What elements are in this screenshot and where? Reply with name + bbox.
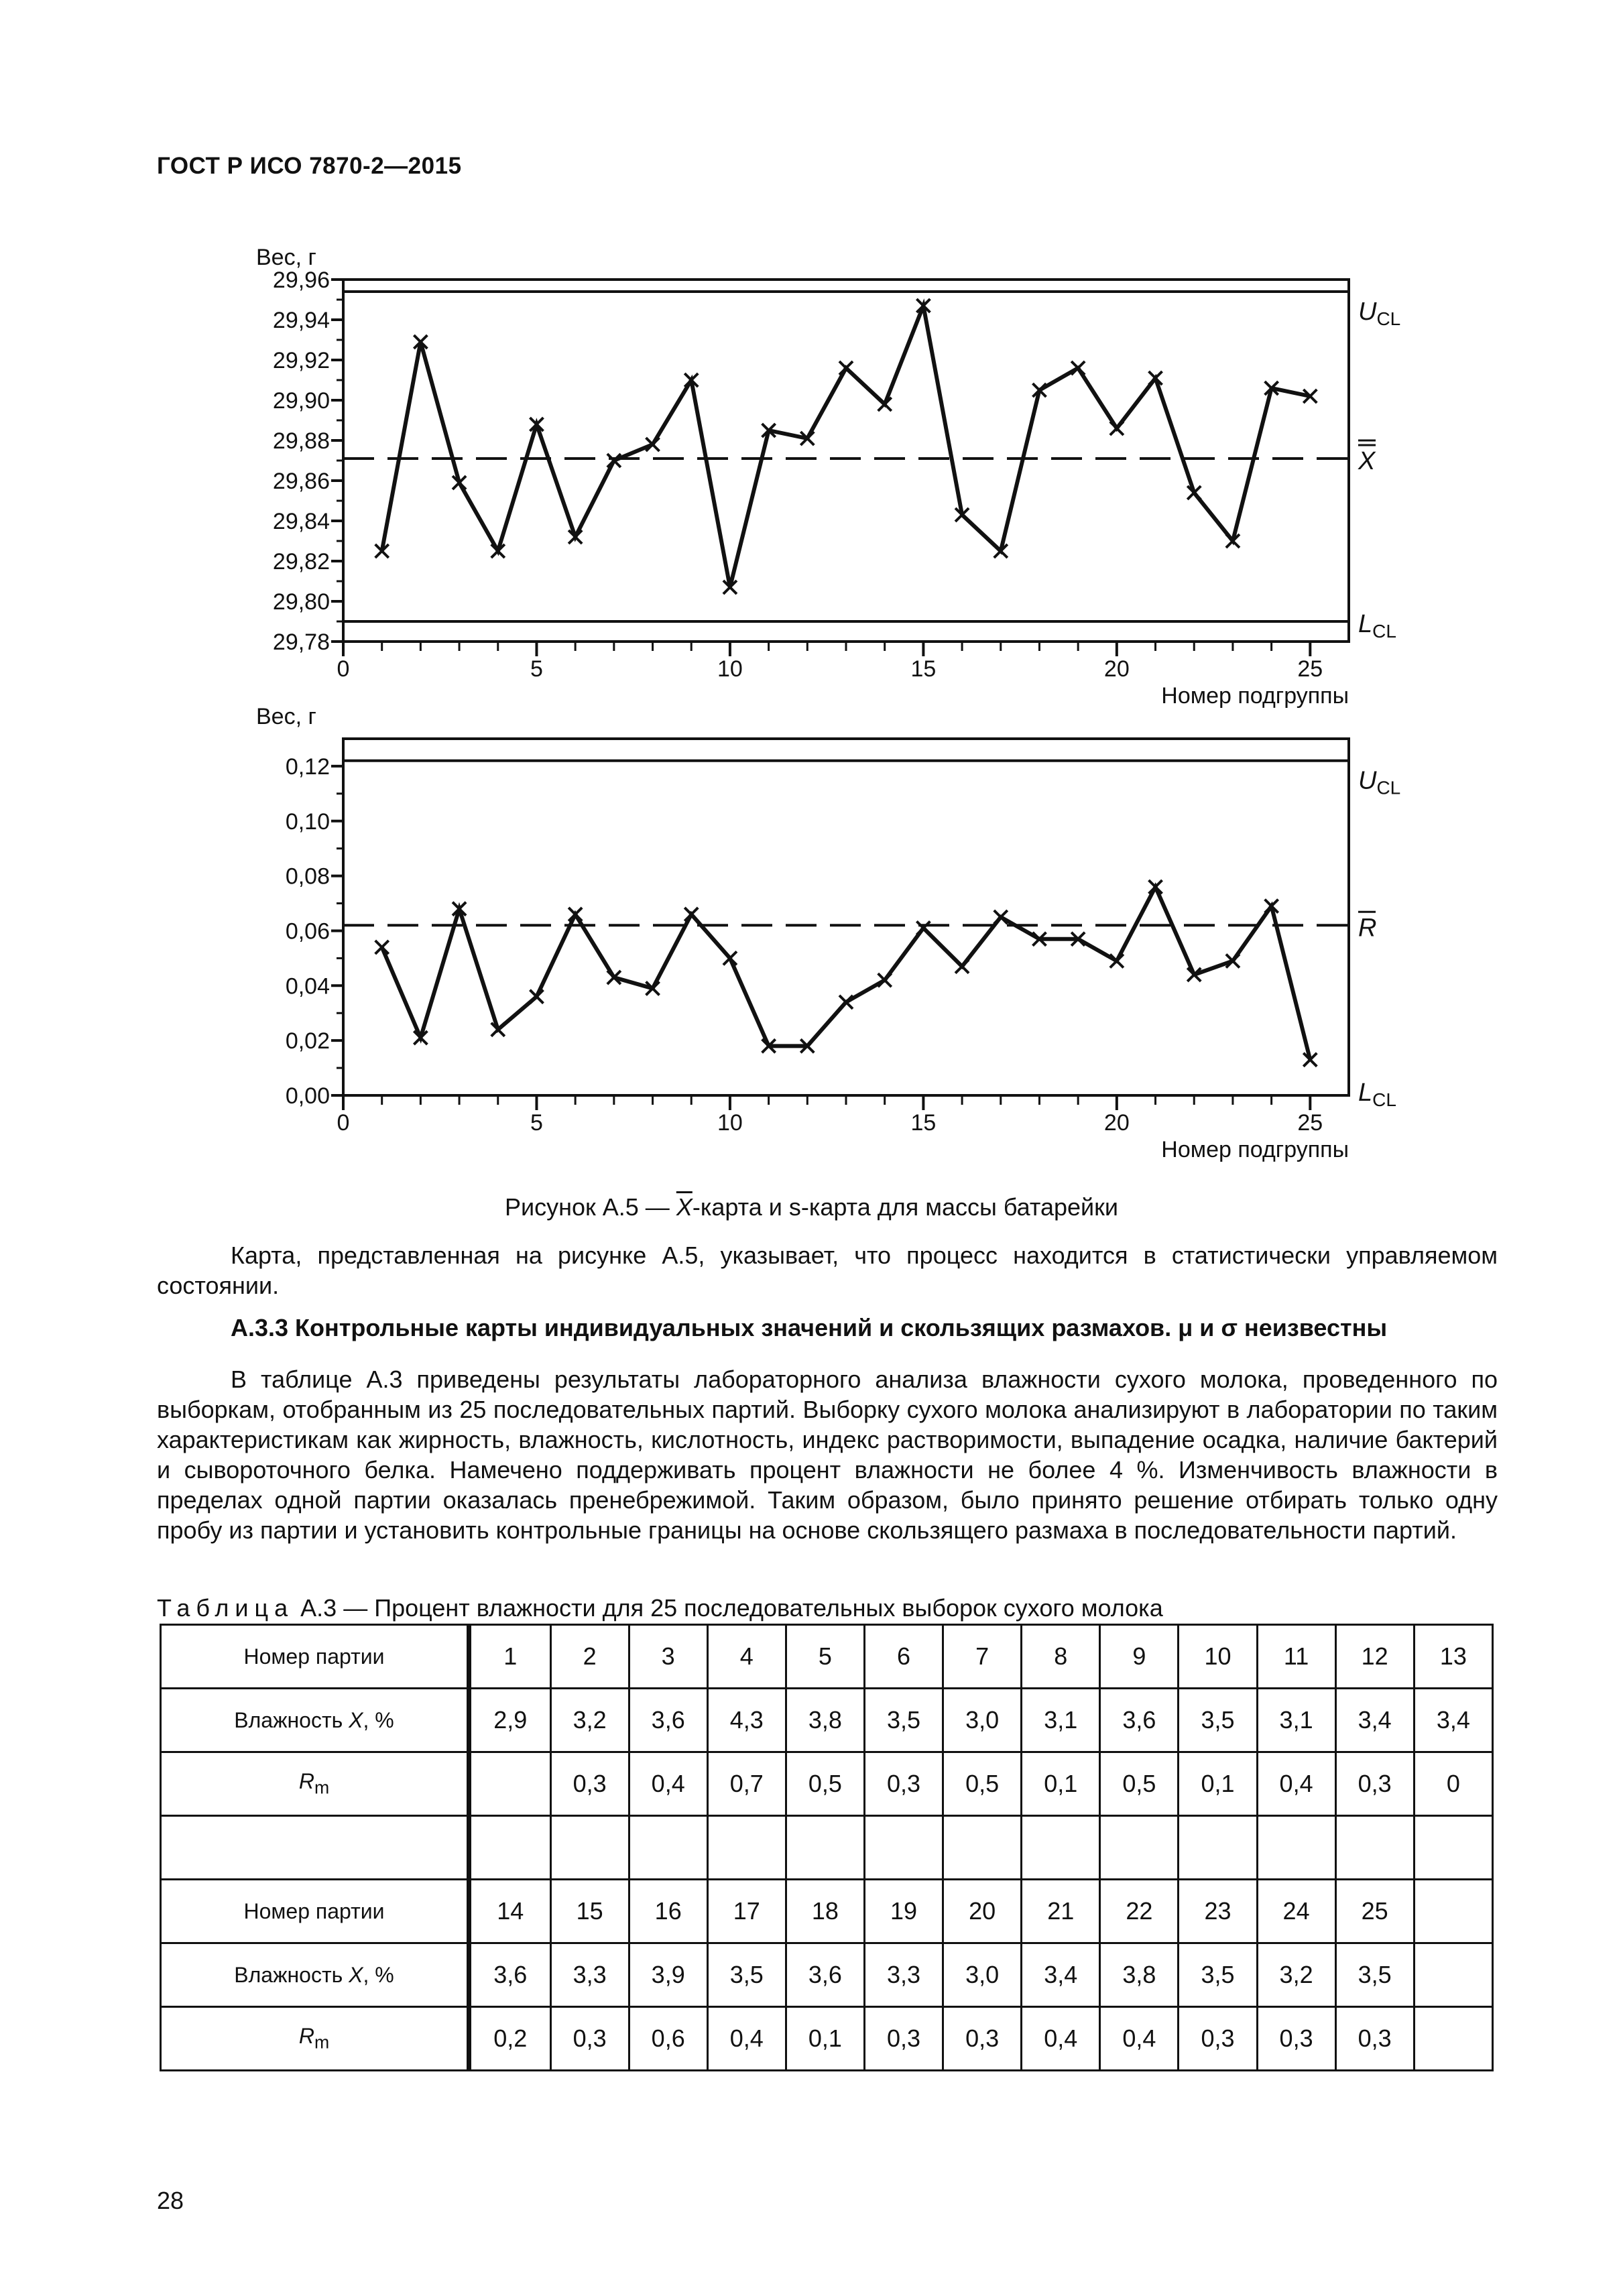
paragraph-description-text: В таблице А.3 приведены результаты лабораторного анализа влажности сухого молока, проведенного по выборкам, отобранным из 25 последовательных партий. Выборку сухого молока анализируют в лаборатории по таким характеристикам как жирность, влажность, кислотность, индекс растворимости, выпадение осадка, наличие бактерий и сывороточного белка. Намечено поддерживать процент влажности не более 4 %. Изменчивость влажности в пределах одной партии оказалась пренебрежимой. Таким образом, было принято решение отбирать только одну пробу из партии и установить контрольные границы на основе скользящего размаха в последовательности партий. — [157, 1366, 1498, 1544]
range-xtick-label: 0 — [337, 1110, 350, 1136]
table-cell: 3,5 — [1335, 1943, 1414, 2007]
table-cell: 0,3 — [550, 1752, 629, 1816]
page-number: 28 — [157, 2187, 184, 2214]
range-ytick-label: 0,08 — [285, 863, 330, 890]
range-ucl-label: $U_{CL}$ — [1358, 766, 1401, 798]
table-cell: 0,4 — [629, 1752, 707, 1816]
table-row-moisture-1 — [161, 1689, 1493, 1752]
row-label-symbol: X — [349, 1962, 363, 1987]
table-cell: 11 — [1257, 1625, 1335, 1689]
xbar-xtick-label: 15 — [910, 656, 937, 682]
table-cell: 3,2 — [550, 1689, 629, 1752]
paragraph-description — [157, 1364, 1498, 1545]
xbar-center-label: X — [1358, 447, 1376, 475]
table-cell: 3,5 — [707, 1943, 786, 2007]
row-label-text: , % — [363, 1707, 394, 1732]
range-data-point — [684, 908, 698, 921]
table-cell — [1414, 1943, 1492, 2007]
table-cell: 3,4 — [1414, 1689, 1492, 1752]
table-row-moisture-2 — [161, 1943, 1493, 2007]
table-cell: 9 — [1100, 1625, 1179, 1689]
range-ytick-label: 0,02 — [285, 1028, 330, 1054]
xbar-xtick-label: 25 — [1297, 656, 1323, 682]
range-series-line — [382, 887, 1311, 1060]
row-label — [161, 1752, 469, 1816]
table-caption — [157, 1594, 1163, 1622]
range-plot-frame — [343, 739, 1349, 1095]
xbar-ytick-label: 29,78 — [272, 629, 330, 655]
table-cell: 0,3 — [943, 2007, 1022, 2071]
table-cell: 3,3 — [864, 1943, 943, 2007]
range-xtick-label: 5 — [530, 1110, 543, 1136]
range-data-point — [955, 960, 969, 973]
row-label-subscript: m — [314, 2032, 330, 2053]
table-cell: 3,8 — [1100, 1943, 1179, 2007]
table-cell — [550, 1816, 629, 1880]
xbar-ylabel: Вес, г — [256, 245, 316, 270]
xbar-ytick-label: 29,80 — [272, 589, 330, 615]
table-cell: 3,6 — [629, 1689, 707, 1752]
table-cell: 4,3 — [707, 1689, 786, 1752]
table-cell: 3,2 — [1257, 1943, 1335, 2007]
table-cell: 0,4 — [1257, 1752, 1335, 1816]
table-cell: 0,2 — [469, 2007, 551, 2071]
xbar-xtick-label: 20 — [1103, 656, 1130, 682]
table-cell: 2,9 — [469, 1689, 551, 1752]
row-label-text: Влажность — [234, 1707, 349, 1732]
table-cell: 3,4 — [1335, 1689, 1414, 1752]
table-cell: 18 — [786, 1880, 864, 1943]
table-cell: 21 — [1022, 1880, 1100, 1943]
range-lcl-label: $L_{CL}$ — [1358, 1079, 1396, 1110]
range-xtick-label: 10 — [717, 1110, 743, 1136]
range-ytick-label: 0,00 — [285, 1083, 330, 1109]
row-label: Номер партии — [161, 1625, 469, 1689]
table-cell: 0,1 — [1022, 1752, 1100, 1816]
table-row-empty — [161, 1816, 1493, 1880]
figure-caption — [0, 1193, 1623, 1221]
table-caption-rest: А.3 — Процент влажности для 25 последовательных выборок сухого молока — [294, 1594, 1163, 1622]
table-cell: 3,0 — [943, 1943, 1022, 2007]
range-data-point — [878, 973, 892, 987]
figure-caption-prefix: Рисунок А.5 — — [504, 1193, 676, 1221]
table-cell: 3,1 — [1257, 1689, 1335, 1752]
figure-caption-symbol: $\overline{X}$ — [676, 1193, 693, 1221]
row-label-text: , % — [363, 1962, 394, 1987]
section-heading: А.3.3 Контрольные карты индивидуальных значений и скользящих размахов. μ и σ неизвестны — [231, 1314, 1388, 1341]
page-header: ГОСТ Р ИСО 7870-2—2015 — [157, 153, 462, 179]
table-cell: 17 — [707, 1880, 786, 1943]
table-cell: 0,4 — [1022, 2007, 1100, 2071]
row-label — [161, 1816, 469, 1880]
xbar-xtick-label: 0 — [337, 656, 350, 682]
xbar-ytick-label: 29,82 — [272, 549, 330, 575]
table-cell: 3,6 — [469, 1943, 551, 2007]
xbar-ytick-label: 29,84 — [272, 509, 330, 534]
table-cell: 10 — [1179, 1625, 1257, 1689]
table-cell — [629, 1816, 707, 1880]
table-caption-label: Таблица — [157, 1594, 294, 1622]
table-cell — [864, 1816, 943, 1880]
table-cell: 3,0 — [943, 1689, 1022, 1752]
table-cell: 0,5 — [1100, 1752, 1179, 1816]
table-cell: 6 — [864, 1625, 943, 1689]
xbar-lcl-label: $L_{CL}$ — [1358, 610, 1396, 642]
table-cell — [1414, 2007, 1492, 2071]
table-row-rm-1 — [161, 1752, 1493, 1816]
table-cell: 0,3 — [864, 2007, 943, 2071]
table-row-batch-2 — [161, 1880, 1493, 1943]
table-cell: 16 — [629, 1880, 707, 1943]
range-xtick-label: 20 — [1103, 1110, 1130, 1136]
table-cell — [469, 1752, 551, 1816]
range-data-point — [839, 995, 853, 1009]
table-cell — [1100, 1816, 1179, 1880]
figure-caption-rest: -карта и s-карта для массы батарейки — [692, 1193, 1119, 1221]
xbar-ytick-label: 29,90 — [272, 388, 330, 414]
table-cell — [707, 1816, 786, 1880]
xbar-ytick-label: 29,92 — [272, 348, 330, 373]
table-cell: 15 — [550, 1880, 629, 1943]
table-cell: 4 — [707, 1625, 786, 1689]
range-xtick-label: 25 — [1297, 1110, 1323, 1136]
range-data-point — [916, 921, 930, 934]
xbar-xtick-label: 5 — [530, 656, 543, 682]
range-ytick-label: 0,06 — [285, 918, 330, 945]
table-cell: 0,6 — [629, 2007, 707, 2071]
row-label-subscript: m — [314, 1777, 330, 1798]
moisture-table — [160, 1624, 1494, 2071]
table-cell — [943, 1816, 1022, 1880]
table-cell: 22 — [1100, 1880, 1179, 1943]
xbar-ytick-label: 29,94 — [272, 308, 330, 333]
table-cell: 3,4 — [1022, 1943, 1100, 2007]
table-cell — [1414, 1880, 1492, 1943]
table-cell: 2 — [550, 1625, 629, 1689]
table-cell: 0,3 — [1257, 2007, 1335, 2071]
table-row-batch-1 — [161, 1625, 1493, 1689]
range-center-label: R — [1358, 914, 1377, 943]
table-cell — [1257, 1816, 1335, 1880]
row-label-symbol: X — [349, 1707, 363, 1732]
range-data-point — [1110, 954, 1124, 967]
table-cell: 0,7 — [707, 1752, 786, 1816]
xbar-ytick-label: 29,86 — [272, 469, 330, 494]
range-xlabel: Номер подгруппы — [1161, 1137, 1349, 1162]
row-label-symbol: R — [298, 1769, 314, 1794]
table-cell — [1022, 1816, 1100, 1880]
row-label-text: Влажность — [234, 1962, 349, 1987]
table-cell: 3,6 — [1100, 1689, 1179, 1752]
row-label — [161, 1689, 469, 1752]
range-ytick-label: 0,10 — [285, 808, 330, 835]
table-cell: 0,3 — [550, 2007, 629, 2071]
table-cell: 3,6 — [786, 1943, 864, 2007]
table-cell: 3 — [629, 1625, 707, 1689]
table-cell: 1 — [469, 1625, 551, 1689]
range-data-point — [994, 910, 1008, 924]
table-cell: 3,3 — [550, 1943, 629, 2007]
table-cell: 0,3 — [1335, 1752, 1414, 1816]
table-cell: 20 — [943, 1880, 1022, 1943]
xbar-ytick-label: 29,96 — [272, 267, 330, 293]
xbar-xtick-label: 10 — [717, 656, 743, 682]
paragraph-conclusion-text: Карта, представленная на рисунке А.5, указывает, что процесс находится в статистически управляемом состоянии. — [157, 1242, 1498, 1299]
table-cell: 7 — [943, 1625, 1022, 1689]
xbar-xlabel: Номер подгруппы — [1161, 683, 1349, 709]
xbar-ucl-label: $U_{CL}$ — [1358, 298, 1401, 329]
table-cell: 5 — [786, 1625, 864, 1689]
table-cell: 3,1 — [1022, 1689, 1100, 1752]
table-cell: 0,5 — [943, 1752, 1022, 1816]
table-cell: 0,3 — [1179, 2007, 1257, 2071]
table-cell: 3,5 — [1179, 1943, 1257, 2007]
table-cell: 3,9 — [629, 1943, 707, 2007]
table-cell: 0,3 — [1335, 2007, 1414, 2071]
table-cell — [1179, 1816, 1257, 1880]
table-cell: 24 — [1257, 1880, 1335, 1943]
table-cell: 12 — [1335, 1625, 1414, 1689]
row-label: Номер партии — [161, 1880, 469, 1943]
table-cell: 0,5 — [786, 1752, 864, 1816]
table-row-rm-2 — [161, 2007, 1493, 2071]
table-cell — [469, 1816, 551, 1880]
table-cell: 0 — [1414, 1752, 1492, 1816]
table-cell: 3,5 — [1179, 1689, 1257, 1752]
range-ylabel: Вес, г — [256, 704, 316, 729]
table-cell — [1414, 1816, 1492, 1880]
table-cell: 13 — [1414, 1625, 1492, 1689]
table-cell: 23 — [1179, 1880, 1257, 1943]
table-cell: 3,8 — [786, 1689, 864, 1752]
xbar-ytick-label: 29,88 — [272, 428, 330, 454]
row-label — [161, 1943, 469, 2007]
table-cell: 0,1 — [786, 2007, 864, 2071]
table-cell — [1335, 1816, 1414, 1880]
table-cell: 19 — [864, 1880, 943, 1943]
table-cell: 14 — [469, 1880, 551, 1943]
table-cell: 25 — [1335, 1880, 1414, 1943]
table-cell — [786, 1816, 864, 1880]
table-cell: 0,4 — [707, 2007, 786, 2071]
table-cell: 0,3 — [864, 1752, 943, 1816]
range-ytick-label: 0,12 — [285, 753, 330, 780]
table-cell: 8 — [1022, 1625, 1100, 1689]
row-label — [161, 2007, 469, 2071]
table-cell: 3,5 — [864, 1689, 943, 1752]
row-label-symbol: R — [298, 2024, 314, 2049]
paragraph-conclusion — [157, 1240, 1498, 1301]
range-ytick-label: 0,04 — [285, 973, 330, 1000]
table-cell: 0,1 — [1179, 1752, 1257, 1816]
table-cell: 0,4 — [1100, 2007, 1179, 2071]
range-xtick-label: 15 — [910, 1110, 937, 1136]
